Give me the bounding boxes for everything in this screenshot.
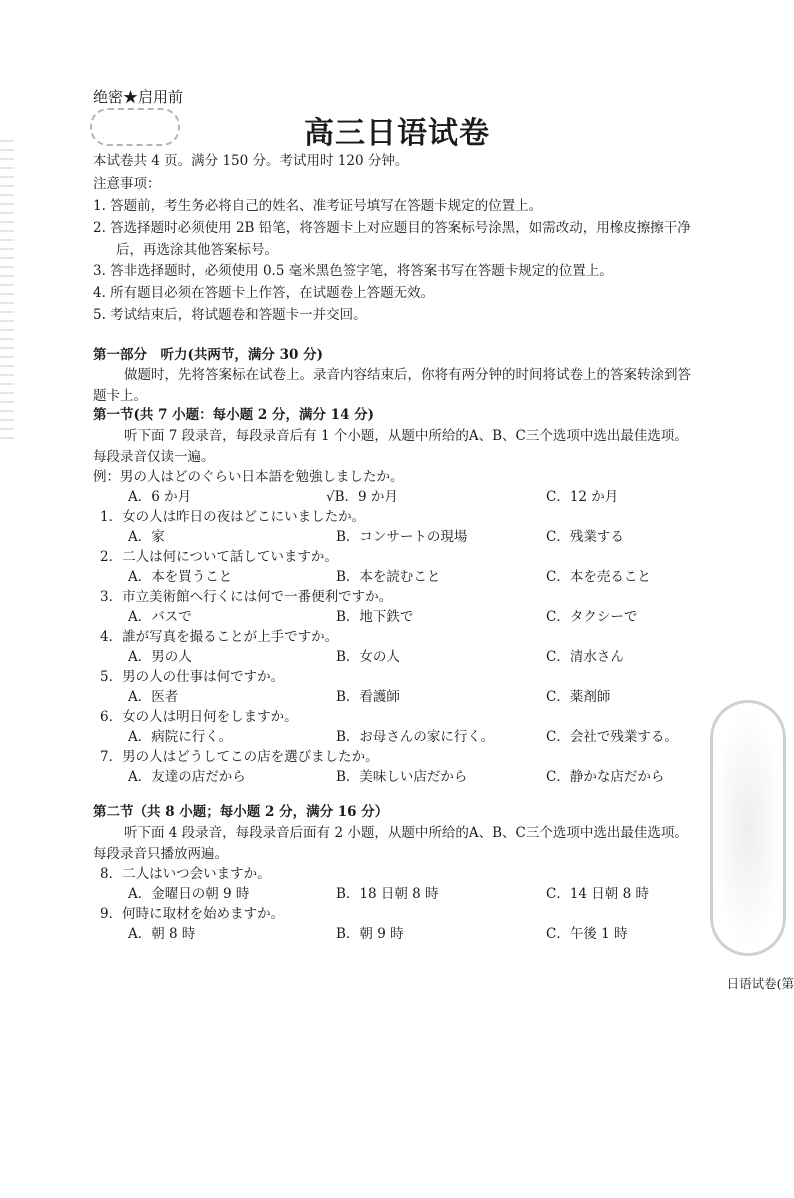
option-a: A．病院に行く。 xyxy=(128,729,232,745)
section1-heading: 第一节(共 7 小题：每小题 2 分，满分 14 分) xyxy=(93,407,375,423)
question: 3．市立美術館へ行くには何で一番便利ですか。 xyxy=(100,589,393,605)
note-item: 5. 考试结束后，将试题卷和答题卡一并交回。 xyxy=(93,307,367,323)
option-a: A．医者 xyxy=(128,689,179,705)
option-c: C．静かな店だから xyxy=(546,769,665,785)
part1-heading: 第一部分 听力(共两节，满分 30 分) xyxy=(93,347,323,363)
part1-instruction: 做题时，先将答案标在试卷上。录音内容结束后，你将有两分钟的时间将试卷上的答案转涂到答 xyxy=(124,367,691,383)
option-c: C．残業する xyxy=(546,529,624,545)
question: 5．男の人の仕事は何ですか。 xyxy=(100,669,285,685)
option-b: B．お母さんの家に行く。 xyxy=(336,729,495,745)
question: 8．二人はいつ会いますか。 xyxy=(100,866,271,882)
part1-instruction: 题卡上。 xyxy=(93,388,147,404)
scan-noise xyxy=(0,140,14,440)
option-c: C．清水さん xyxy=(546,649,624,665)
question: 4．誰が写真を撮ることが上手ですか。 xyxy=(100,629,339,645)
option-b: B．コンサートの現場 xyxy=(336,529,468,545)
option-a: A．友達の店だから xyxy=(128,769,246,785)
page-footer: 日语试卷(第 xyxy=(726,976,794,991)
option-b: B．朝 9 時 xyxy=(336,926,404,942)
note-item: 2. 答选择题时必须使用 2B 铅笔，将答题卡上对应题目的答案标号涂黑，如需改动，用橡皮擦擦干净 xyxy=(93,220,691,236)
example-question: 例：男の人はどのぐらい日本語を勉強しましたか。 xyxy=(93,469,404,485)
classified-label: 绝密★启用前 xyxy=(93,88,184,106)
question: 7．男の人はどうしてこの店を選びましたか。 xyxy=(100,749,379,765)
option-c: C．14 日朝 8 時 xyxy=(546,886,649,902)
question: 2．二人は何について話していますか。 xyxy=(100,549,338,565)
option-b: B．女の人 xyxy=(336,649,400,665)
section2-instruction: 听下面 4 段录音，每段录音后面有 2 小题，从题中所给的A、B、C三个选项中选出最佳选项。 xyxy=(124,825,688,841)
option-b: B．地下鉄で xyxy=(336,609,414,625)
note-item: 1. 答题前，考生务必将自己的姓名、准考证号填写在答题卡规定的位置上。 xyxy=(93,198,543,214)
notes-heading: 注意事项： xyxy=(93,176,161,192)
option-b: B．本を読むこと xyxy=(336,569,441,585)
option-b: B．美味しい店だから xyxy=(336,769,468,785)
example-option-b: √B．9 か月 xyxy=(326,489,398,505)
option-b: B．18 日朝 8 時 xyxy=(336,886,439,902)
seal-stamp xyxy=(710,700,786,956)
option-a: A．男の人 xyxy=(128,649,192,665)
option-a: A．金曜日の朝 9 時 xyxy=(128,886,250,902)
option-c: C．会社で残業する。 xyxy=(546,729,678,745)
option-c: C．薬剤師 xyxy=(546,689,611,705)
note-item: 4. 所有题目必须在答题卡上作答，在试题卷上答题无效。 xyxy=(93,285,435,301)
option-c: C．タクシーで xyxy=(546,609,638,625)
exam-info: 本试卷共 4 页。满分 150 分。考试用时 120 分钟。 xyxy=(93,153,409,169)
question: 1．女の人は昨日の夜はどこにいましたか。 xyxy=(100,509,366,525)
section1-instruction: 听下面 7 段录音，每段录音后有 1 个小题，从题中所给的A、B、C三个选项中选出最佳选项。 xyxy=(124,428,688,444)
note-item: 后，再选涂其他答案标号。 xyxy=(116,242,278,258)
note-item: 3. 答非选择题时，必须使用 0.5 毫米黑色签字笔，将答案书写在答题卡规定的位置上。 xyxy=(93,263,613,279)
option-a: A．家 xyxy=(128,529,165,545)
question: 6．女の人は明日何をしますか。 xyxy=(100,709,298,725)
page-title: 高三日语试卷 xyxy=(304,116,490,151)
option-c: C．本を売ること xyxy=(546,569,651,585)
option-a: A．朝 8 時 xyxy=(128,926,196,942)
section2-heading: 第二节（共 8 小题；每小题 2 分，满分 16 分） xyxy=(93,804,389,820)
question: 9．何時に取材を始めますか。 xyxy=(100,906,285,922)
example-option-a: A．6 か月 xyxy=(128,489,192,505)
section1-instruction: 每段录音仅读一遍。 xyxy=(93,449,215,465)
section2-instruction: 每段录音只播放两遍。 xyxy=(93,846,228,862)
option-a: A．本を買うこと xyxy=(128,569,233,585)
option-a: A．バスで xyxy=(128,609,192,625)
option-b: B．看護師 xyxy=(336,689,400,705)
option-c: C．午後 1 時 xyxy=(546,926,628,942)
example-option-c: C．12 か月 xyxy=(546,489,619,505)
